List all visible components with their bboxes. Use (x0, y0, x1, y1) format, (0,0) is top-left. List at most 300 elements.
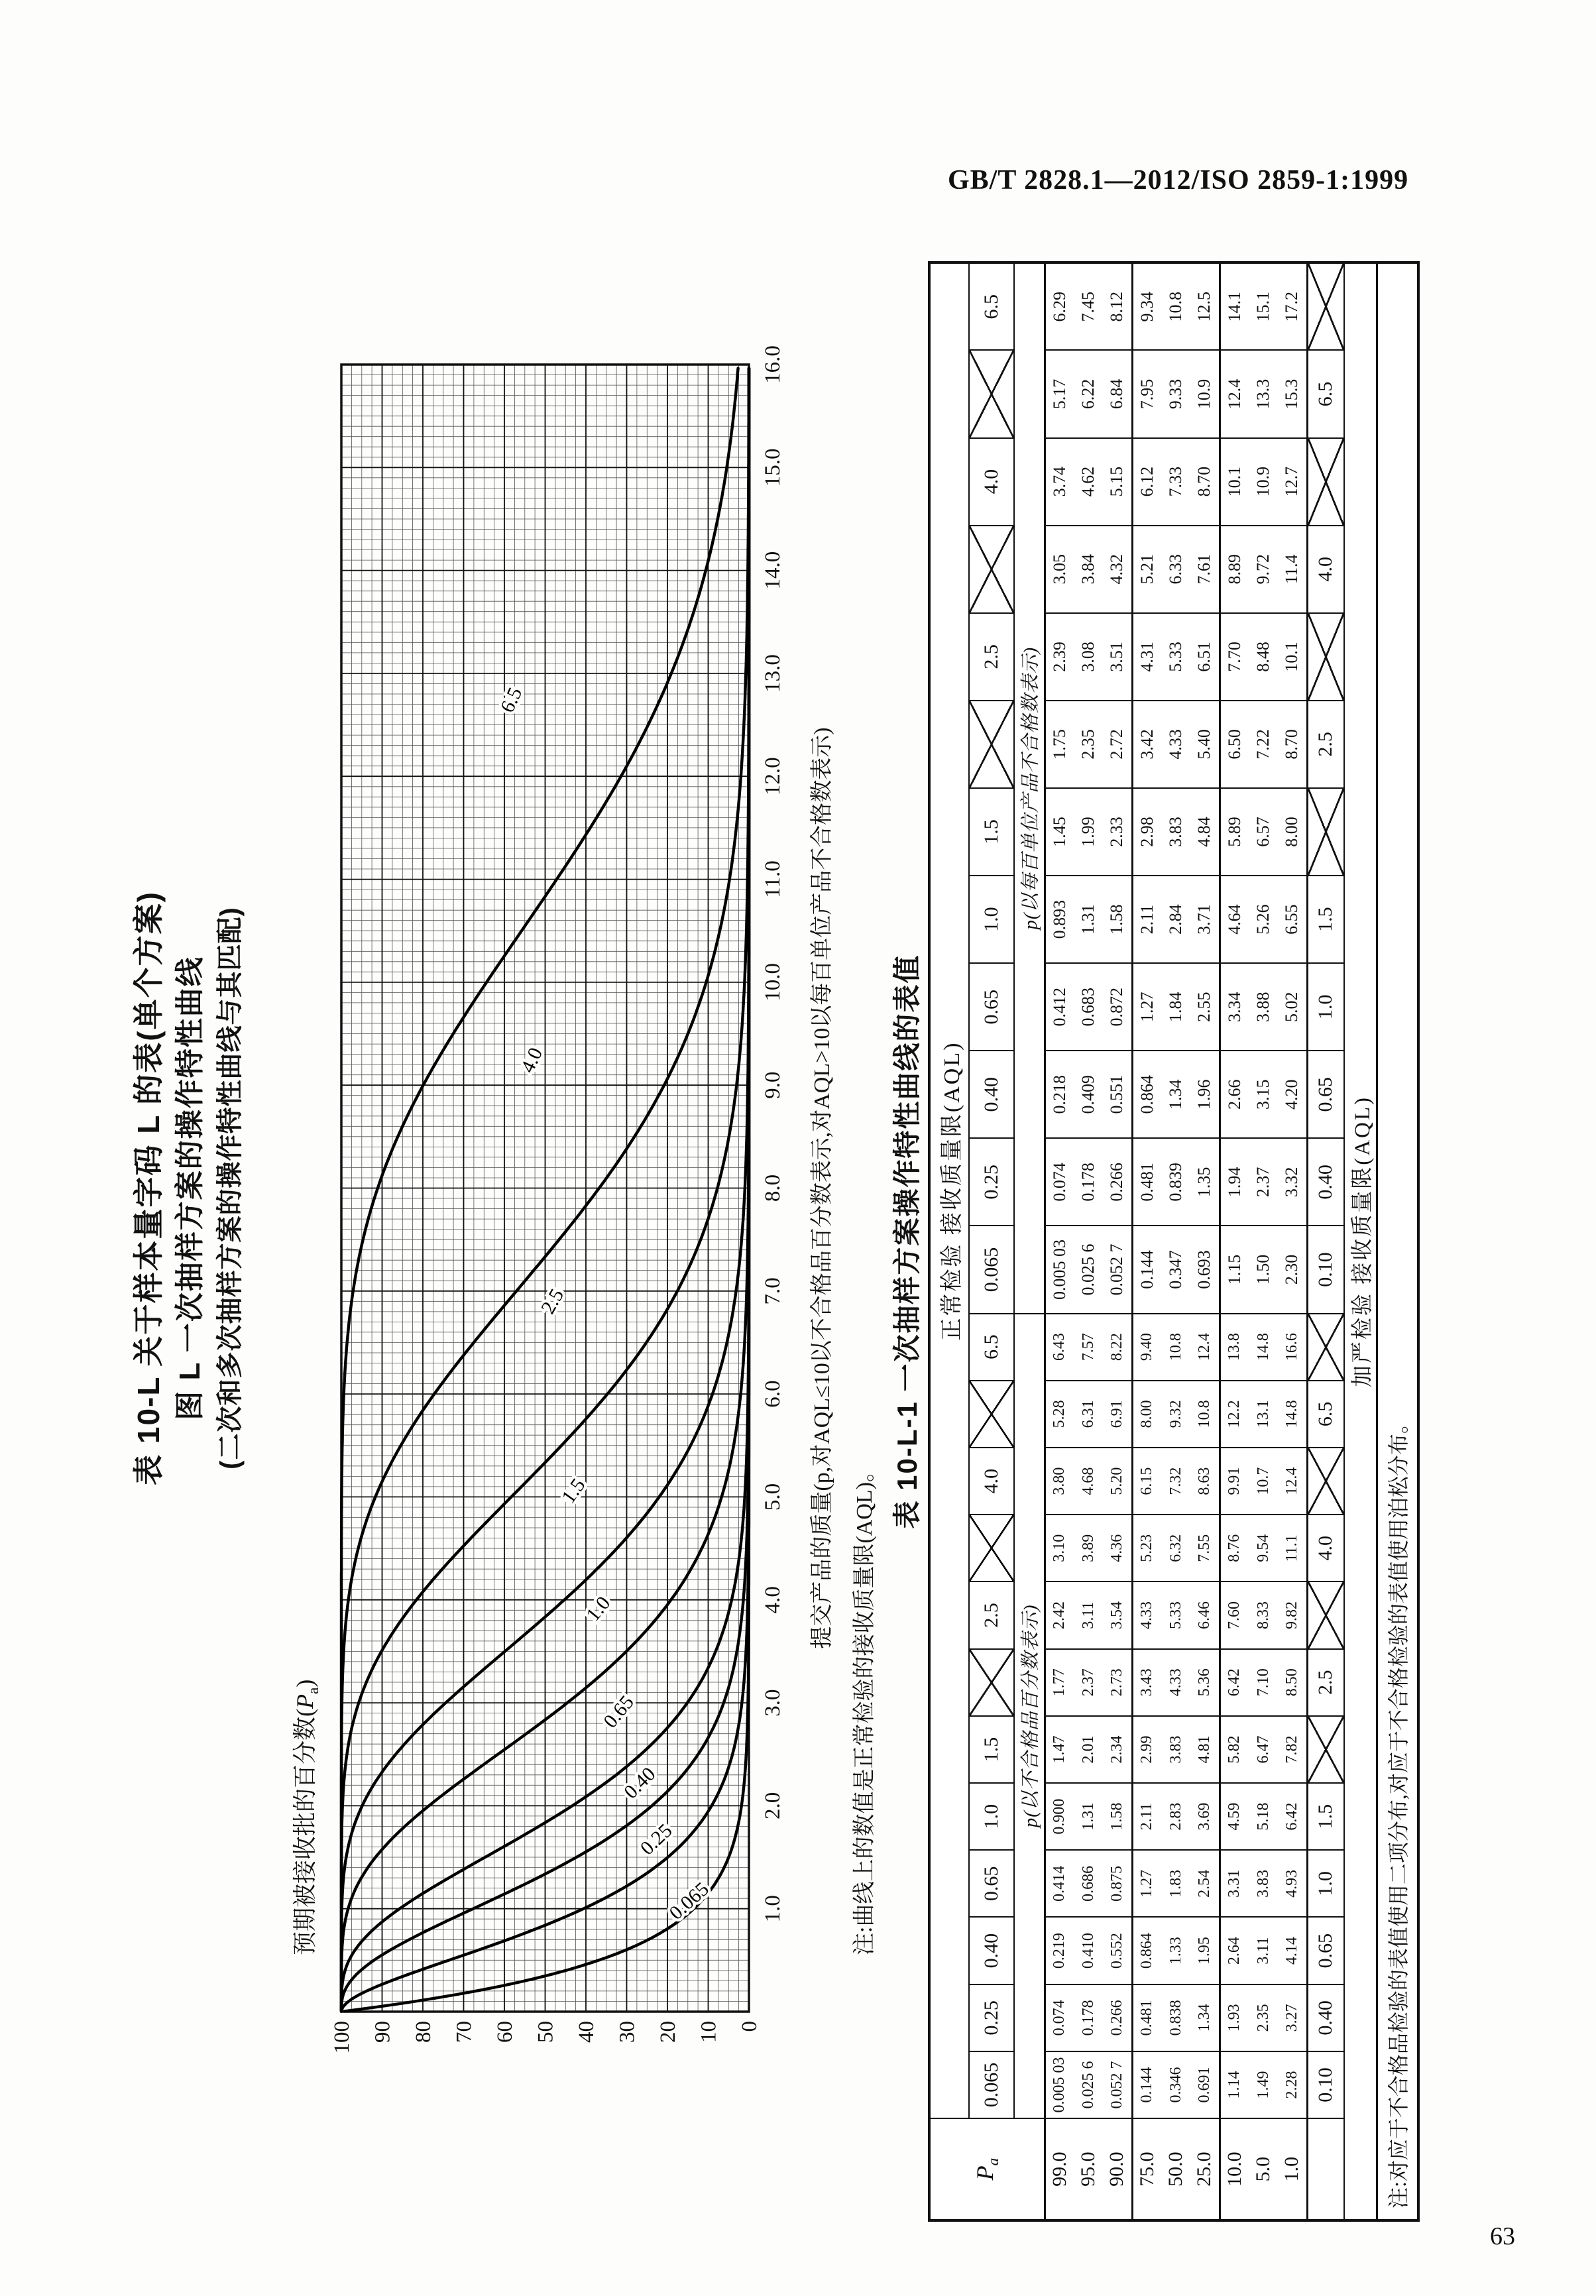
value-cell-right: 4.20 (1278, 1051, 1307, 1138)
value-cell-left: 2.42 (1045, 1581, 1074, 1648)
data-row-pa-75.0 (1132, 262, 1161, 2220)
no-plan-x-icon (1308, 1582, 1344, 1648)
table-note: 注:对应于不合格品检验的表值使用二项分布,对应于不合格检验的表值使用泊松分布。 (1377, 262, 1418, 2220)
value-cell-left: 2.64 (1220, 1917, 1249, 1984)
value-cell-left: 0.266 (1103, 1984, 1132, 2051)
aql-tightened-label: 0.10 (1307, 2051, 1344, 2118)
x-tick-label: 11.0 (761, 860, 785, 898)
x-tick-label: 2.0 (761, 1792, 785, 1819)
value-cell-right: 1.96 (1190, 1051, 1220, 1138)
value-cell-left: 1.14 (1220, 2051, 1249, 2118)
value-cell-left: 6.31 (1074, 1381, 1103, 1448)
value-cell-left: 0.838 (1161, 1984, 1190, 2051)
value-cell-left: 8.76 (1220, 1515, 1249, 1581)
value-cell-right: 2.72 (1103, 701, 1132, 788)
value-cell-right: 12.7 (1278, 438, 1307, 526)
value-cell-left: 6.91 (1103, 1381, 1132, 1448)
value-cell-left: 6.15 (1132, 1448, 1161, 1515)
value-cell-left: 1.47 (1045, 1716, 1074, 1783)
value-cell-right: 7.70 (1220, 613, 1249, 701)
value-cell-left: 12.4 (1190, 1314, 1220, 1381)
value-cell-left: 10.7 (1249, 1448, 1278, 1515)
value-cell-right: 10.8 (1161, 262, 1190, 350)
value-cell-right: 2.35 (1074, 701, 1103, 788)
value-cell-right: 0.074 (1045, 1138, 1074, 1226)
value-cell-left: 2.54 (1190, 1850, 1220, 1917)
value-cell-left: 0.875 (1103, 1850, 1132, 1917)
value-cell-right: 0.052 7 (1103, 1226, 1132, 1313)
value-cell-left: 3.89 (1074, 1515, 1103, 1581)
value-cell-right: 0.266 (1103, 1138, 1132, 1226)
aql-x-cell (1307, 1314, 1344, 1381)
x-tick-label: 1.0 (761, 1895, 785, 1923)
oc-chart-svg (331, 292, 855, 2081)
value-cell-right: 15.3 (1278, 350, 1307, 437)
value-cell-right: 6.55 (1278, 876, 1307, 963)
value-cell-left: 7.10 (1249, 1649, 1278, 1716)
value-cell-left: 0.900 (1045, 1783, 1074, 1850)
value-cell-left: 9.32 (1161, 1381, 1190, 1448)
value-cell-left: 5.18 (1249, 1783, 1278, 1850)
y-tick-label: 40 (575, 2021, 598, 2043)
aql-normal-label: 1.5 (969, 788, 1014, 876)
value-cell-right: 1.45 (1045, 788, 1074, 876)
value-cell-right: 1.15 (1220, 1226, 1249, 1313)
value-cell-right: 2.33 (1103, 788, 1132, 876)
pa-value-cell: 25.0 (1190, 2118, 1220, 2220)
data-row-pa-1.0 (1278, 262, 1307, 2220)
value-cell-left: 6.32 (1161, 1515, 1190, 1581)
value-cell-right: 5.02 (1278, 963, 1307, 1051)
figure-note: 注:曲线上的数值是正常检验的接收质量限(AQL)。 (852, 1460, 877, 1955)
value-cell-right: 0.481 (1132, 1138, 1161, 1226)
aql-x-cell (969, 526, 1014, 613)
value-cell-right: 0.347 (1161, 1226, 1190, 1313)
value-cell-right: 6.84 (1103, 350, 1132, 437)
value-cell-left: 0.552 (1103, 1917, 1132, 1984)
value-cell-right: 5.89 (1220, 788, 1249, 876)
y-axis-label: 预期被接收批的百分数$(P_a)$ (292, 1679, 323, 1955)
value-cell-right: 6.29 (1045, 262, 1074, 350)
no-plan-x-icon (970, 526, 1013, 612)
aql-normal-label: 4.0 (969, 438, 1014, 526)
value-cell-left: 4.68 (1074, 1448, 1103, 1515)
aql-tightened-label: 4.0 (1307, 526, 1344, 613)
curve-label-0.25: 0.25 (636, 1819, 677, 1860)
aql-tightened-label: 0.10 (1307, 1226, 1344, 1313)
value-cell-left: 3.83 (1161, 1716, 1190, 1783)
table-10L-title: 表 10-L 关于样本量字码 L 的表(单个方案) (131, 891, 166, 1485)
value-cell-right: 8.70 (1278, 701, 1307, 788)
value-cell-right: 9.72 (1249, 526, 1278, 613)
value-cell-right: 0.693 (1190, 1226, 1220, 1313)
value-cell-right: 2.98 (1132, 788, 1161, 876)
value-cell-left: 0.864 (1132, 1917, 1161, 1984)
aql-normal-label: 0.65 (969, 1850, 1014, 1917)
aql-tightened-label: 0.40 (1307, 1984, 1344, 2051)
value-cell-right: 5.26 (1249, 876, 1278, 963)
value-cell-left: 1.34 (1190, 1984, 1220, 2051)
value-cell-left: 4.59 (1220, 1783, 1249, 1850)
value-cell-right: 3.34 (1220, 963, 1249, 1051)
value-cell-left: 3.69 (1190, 1783, 1220, 1850)
value-cell-right: 5.21 (1132, 526, 1161, 613)
curve-label-0.065: 0.065 (665, 1878, 713, 1924)
aql-tightened-label: 1.0 (1307, 963, 1344, 1051)
value-cell-left: 4.36 (1103, 1515, 1132, 1581)
value-cell-right: 17.2 (1278, 262, 1307, 350)
value-cell-left: 9.40 (1132, 1314, 1161, 1381)
value-cell-right: 11.4 (1278, 526, 1307, 613)
no-plan-x-icon (1308, 789, 1344, 875)
aql-label-row (969, 262, 1014, 2220)
value-cell-right: 1.27 (1132, 963, 1161, 1051)
value-cell-left: 3.31 (1220, 1850, 1249, 1917)
value-cell-right: 6.51 (1190, 613, 1220, 701)
value-cell-right: 2.11 (1132, 876, 1161, 963)
y-tick-label: 100 (331, 2021, 354, 2054)
value-cell-left: 3.10 (1045, 1515, 1074, 1581)
value-cell-right: 2.37 (1249, 1138, 1278, 1226)
value-cell-left: 10.8 (1161, 1314, 1190, 1381)
value-cell-right: 8.00 (1278, 788, 1307, 876)
aql-x-cell (1307, 1448, 1344, 1515)
no-plan-x-icon (1308, 264, 1344, 349)
x-tick-label: 7.0 (761, 1277, 785, 1305)
value-cell-left: 4.93 (1278, 1850, 1307, 1917)
aql-tightened-label: 0.65 (1307, 1917, 1344, 1984)
x-tick-label: 8.0 (761, 1174, 785, 1202)
value-cell-left: 14.8 (1249, 1314, 1278, 1381)
x-tick-label: 6.0 (761, 1380, 785, 1408)
value-cell-left: 7.32 (1161, 1448, 1190, 1515)
value-cell-right: 2.66 (1220, 1051, 1249, 1138)
value-cell-right: 1.35 (1190, 1138, 1220, 1226)
curve-label-4.0: 4.0 (516, 1044, 547, 1076)
value-cell-right: 0.839 (1161, 1138, 1190, 1226)
value-cell-right: 0.683 (1074, 963, 1103, 1051)
x-tick-label: 3.0 (761, 1689, 785, 1717)
value-cell-right: 5.40 (1190, 701, 1220, 788)
value-cell-left: 2.01 (1074, 1716, 1103, 1783)
y-tick-label: 30 (615, 2021, 640, 2043)
rotated-landscape-content (113, 186, 1596, 2240)
data-row-pa-25.0 (1190, 262, 1220, 2220)
aql-normal-label: 6.5 (969, 262, 1014, 350)
value-cell-left: 3.11 (1074, 1581, 1103, 1648)
curve-label-1.0: 1.0 (582, 1592, 615, 1626)
aql-x-cell (1307, 1581, 1344, 1648)
aql-normal-label: 0.25 (969, 1984, 1014, 2051)
value-cell-right: 0.409 (1074, 1051, 1103, 1138)
value-cell-right: 3.08 (1074, 613, 1103, 701)
value-cell-right: 0.872 (1103, 963, 1132, 1051)
x-tick-label: 14.0 (761, 551, 785, 590)
value-cell-right: 3.83 (1161, 788, 1190, 876)
x-tick-label: 13.0 (761, 654, 785, 693)
value-cell-left: 6.43 (1045, 1314, 1074, 1381)
value-cell-right: 10.9 (1190, 350, 1220, 437)
value-cell-left: 2.99 (1132, 1716, 1161, 1783)
value-cell-right: 4.32 (1103, 526, 1132, 613)
aql-x-cell (1307, 613, 1344, 701)
standard-number-header: GB/T 2828.1—2012/ISO 2859-1:1999 (948, 165, 1409, 196)
value-cell-left: 5.23 (1132, 1515, 1161, 1581)
value-cell-left: 8.22 (1103, 1314, 1132, 1381)
value-cell-left: 0.410 (1074, 1917, 1103, 1984)
value-cell-left: 3.54 (1103, 1581, 1132, 1648)
value-cell-right: 1.75 (1045, 701, 1074, 788)
no-plan-x-icon (970, 351, 1013, 437)
value-cell-right: 10.1 (1220, 438, 1249, 526)
curve-label-1.5: 1.5 (557, 1474, 590, 1508)
value-cell-right: 3.05 (1045, 526, 1074, 613)
value-cell-right: 8.12 (1103, 262, 1132, 350)
value-cell-left: 14.8 (1278, 1381, 1307, 1448)
value-cell-right: 4.33 (1161, 701, 1190, 788)
value-cell-left: 13.1 (1249, 1381, 1278, 1448)
value-cell-left: 1.49 (1249, 2051, 1278, 2118)
table-title: 表 10-L-1 一次抽样方案操作特性曲线的表值 (891, 954, 923, 1529)
value-cell-left: 7.57 (1074, 1314, 1103, 1381)
header-row-tightened (1344, 262, 1377, 2220)
value-cell-right: 1.94 (1220, 1138, 1249, 1226)
aql-normal-label: 2.5 (969, 1581, 1014, 1648)
value-cell-right: 7.22 (1249, 701, 1278, 788)
no-plan-x-icon (1308, 1314, 1344, 1380)
data-row-pa-50.0 (1161, 262, 1190, 2220)
curve-label-6.5: 6.5 (496, 684, 527, 716)
pa-header-cell: $P_a$ (929, 2118, 1045, 2220)
pa-value-cell: 5.0 (1249, 2118, 1278, 2220)
value-cell-right: 4.31 (1132, 613, 1161, 701)
figure-titles (127, 365, 249, 2012)
value-cell-left: 4.14 (1278, 1917, 1307, 1984)
value-cell-right: 3.32 (1278, 1138, 1307, 1226)
data-row-pa-95.0 (1074, 262, 1103, 2220)
x-tick-label: 10.0 (761, 963, 785, 1002)
value-cell-right: 10.9 (1249, 438, 1278, 526)
value-cell-left: 5.33 (1161, 1581, 1190, 1648)
value-cell-right: 2.84 (1161, 876, 1190, 963)
value-cell-right: 0.551 (1103, 1051, 1132, 1138)
value-cell-right: 12.5 (1190, 262, 1220, 350)
subheader-row (1014, 262, 1045, 2220)
value-cell-left: 1.33 (1161, 1917, 1190, 1984)
value-cell-right: 5.15 (1103, 438, 1132, 526)
value-cell-right: 3.15 (1249, 1051, 1278, 1138)
value-cell-left: 1.31 (1074, 1783, 1103, 1850)
pa-value-cell: 95.0 (1074, 2118, 1103, 2220)
value-cell-right: 1.50 (1249, 1226, 1278, 1313)
value-cell-right: 7.45 (1074, 262, 1103, 350)
y-tick-label: 60 (493, 2021, 517, 2043)
value-cell-left: 0.178 (1074, 1984, 1103, 2051)
no-plan-x-icon (970, 1515, 1013, 1581)
value-cell-left: 0.005 03 (1045, 2051, 1074, 2118)
pa-value-cell: 50.0 (1161, 2118, 1190, 2220)
aql-normal-label: 0.40 (969, 1917, 1014, 1984)
x-axis-caption: 提交产品的质量(p,对AQL≤10以不合格品百分数表示,对AQL>10以每百单位产品不合格数表示) (810, 727, 834, 1649)
aql-tightened-label: 2.5 (1307, 1649, 1344, 1716)
aql-normal-label: 1.0 (969, 1783, 1014, 1850)
curve-label-2.5: 2.5 (537, 1285, 569, 1318)
y-tick-label: 70 (452, 2021, 477, 2043)
aql-tightened-label: 1.5 (1307, 1783, 1344, 1850)
value-cell-right: 2.39 (1045, 613, 1074, 701)
value-cell-left: 1.77 (1045, 1649, 1074, 1716)
x-tick-label: 16.0 (761, 345, 785, 384)
value-cell-left: 2.34 (1103, 1716, 1132, 1783)
value-cell-left: 6.42 (1278, 1783, 1307, 1850)
data-row-pa-90.0 (1103, 262, 1132, 2220)
value-cell-left: 4.33 (1132, 1581, 1161, 1648)
value-cell-right: 4.64 (1220, 876, 1249, 963)
value-cell-right: 7.95 (1132, 350, 1161, 437)
value-cell-right: 0.412 (1045, 963, 1074, 1051)
value-cell-right: 0.864 (1132, 1051, 1161, 1138)
value-cell-right: 0.025 6 (1074, 1226, 1103, 1313)
pa-value-cell: 99.0 (1045, 2118, 1074, 2220)
value-cell-right: 12.4 (1220, 350, 1249, 437)
figure-L-title: 图 L 一次抽样方案的操作特性曲线 (174, 956, 206, 1420)
value-cell-right: 6.33 (1161, 526, 1190, 613)
value-cell-right: 14.1 (1220, 262, 1249, 350)
value-cell-right: 3.74 (1045, 438, 1074, 526)
value-cell-left: 13.8 (1220, 1314, 1249, 1381)
aql-normal-label: 0.65 (969, 963, 1014, 1051)
value-cell-left: 6.47 (1249, 1716, 1278, 1783)
aql-x-cell (969, 701, 1014, 788)
aql-normal-label: 0.40 (969, 1051, 1014, 1138)
value-cell-right: 3.88 (1249, 963, 1278, 1051)
value-cell-right: 0.005 03 (1045, 1226, 1074, 1313)
no-plan-x-icon (1308, 614, 1344, 700)
aql-x-cell (969, 1515, 1014, 1581)
y-tick-label: 90 (370, 2021, 395, 2043)
value-cell-left: 2.73 (1103, 1649, 1132, 1716)
value-cell-left: 3.43 (1132, 1649, 1161, 1716)
aql-x-cell (1307, 438, 1344, 526)
value-cell-left: 7.60 (1220, 1581, 1249, 1648)
aql-tightened-label: 2.5 (1307, 701, 1344, 788)
value-cell-left: 2.37 (1074, 1649, 1103, 1716)
value-cell-left: 1.93 (1220, 1984, 1249, 2051)
value-cell-right: 2.55 (1190, 963, 1220, 1051)
no-plan-x-icon (1308, 1717, 1344, 1782)
y-tick-label: 20 (656, 2021, 680, 2043)
value-cell-left: 3.80 (1045, 1448, 1074, 1515)
no-plan-x-icon (970, 1381, 1013, 1447)
x-tick-label: 9.0 (761, 1071, 785, 1099)
value-cell-left: 2.83 (1161, 1783, 1190, 1850)
value-cell-left: 5.36 (1190, 1649, 1220, 1716)
value-cell-right: 6.57 (1249, 788, 1278, 876)
data-row-pa-10.0 (1220, 262, 1249, 2220)
value-cell-left: 1.95 (1190, 1917, 1220, 1984)
aql-tightened-label: 1.5 (1307, 876, 1344, 963)
tightened-inspection-header: 加严检验 接收质量限(AQL) (1344, 262, 1377, 2220)
value-cell-right: 0.144 (1132, 1226, 1161, 1313)
header-row-normal (929, 262, 969, 2220)
value-cell-left: 9.54 (1249, 1515, 1278, 1581)
no-plan-x-icon (970, 1650, 1013, 1715)
value-cell-left: 3.11 (1249, 1917, 1278, 1984)
value-cell-right: 8.70 (1190, 438, 1220, 526)
value-cell-left: 0.025 6 (1074, 2051, 1103, 2118)
value-cell-right: 0.218 (1045, 1051, 1074, 1138)
y-tick-label: 80 (412, 2021, 435, 2043)
aql-tightened-label: 0.65 (1307, 1051, 1344, 1138)
value-cell-right: 7.33 (1161, 438, 1190, 526)
percent-nonconforming-header: p(以不合格品百分数表示) (1014, 1314, 1045, 2119)
aql-normal-label: 4.0 (969, 1448, 1014, 1515)
aql-x-cell (969, 350, 1014, 437)
value-cell-right: 13.3 (1249, 350, 1278, 437)
value-cell-right: 3.51 (1103, 613, 1132, 701)
value-cell-right: 6.50 (1220, 701, 1249, 788)
aql-normal-label: 0.25 (969, 1138, 1014, 1226)
y-tick-label: 10 (697, 2021, 721, 2043)
per-hundred-units-header: p(以每百单位产品不合格数表示) (1014, 262, 1045, 1314)
value-cell-left: 1.83 (1161, 1850, 1190, 1917)
value-cell-left: 0.414 (1045, 1850, 1074, 1917)
value-cell-left: 5.20 (1103, 1448, 1132, 1515)
value-cell-right: 10.1 (1278, 613, 1307, 701)
value-cell-left: 0.052 7 (1103, 2051, 1132, 2118)
x-tick-label: 12.0 (761, 757, 785, 796)
oc-chart (331, 292, 855, 2081)
value-cell-left: 3.83 (1249, 1850, 1278, 1917)
aql-normal-label: 1.5 (969, 1716, 1014, 1783)
value-cell-left: 0.219 (1045, 1917, 1074, 1984)
value-cell-left: 0.346 (1161, 2051, 1190, 2118)
x-tick-label: 5.0 (761, 1483, 785, 1511)
value-cell-right: 6.22 (1074, 350, 1103, 437)
value-cell-right: 3.84 (1074, 526, 1103, 613)
value-cell-left: 8.00 (1132, 1381, 1161, 1448)
figure-L-subtitle: (二次和多次抽样方案的操作特性曲线与其匹配) (215, 907, 245, 1469)
value-cell-left: 7.55 (1190, 1515, 1220, 1581)
page-number: 63 (1490, 2222, 1515, 2250)
aql-x-cell (1307, 262, 1344, 350)
value-cell-right: 1.34 (1161, 1051, 1190, 1138)
value-cell-left: 0.691 (1190, 2051, 1220, 2118)
value-cell-left: 5.82 (1220, 1716, 1249, 1783)
value-cell-left: 4.33 (1161, 1649, 1190, 1716)
x-tick-label: 4.0 (761, 1586, 785, 1614)
value-cell-right: 0.178 (1074, 1138, 1103, 1226)
no-plan-x-icon (1308, 439, 1344, 525)
value-cell-right: 3.71 (1190, 876, 1220, 963)
value-cell-right: 3.42 (1132, 701, 1161, 788)
aql-tightened-label: 1.0 (1307, 1850, 1344, 1917)
value-cell-right: 9.34 (1132, 262, 1161, 350)
value-cell-left: 10.8 (1190, 1381, 1220, 1448)
value-cell-left: 8.63 (1190, 1448, 1220, 1515)
value-cell-left: 5.28 (1045, 1381, 1074, 1448)
no-plan-x-icon (970, 701, 1013, 787)
aql-normal-label: 0.065 (969, 1226, 1014, 1313)
aql-x-cell (1307, 1716, 1344, 1783)
data-row-pa-99.0 (1045, 262, 1074, 2220)
aql-tightened-row (1307, 262, 1344, 2220)
value-cell-right: 6.12 (1132, 438, 1161, 526)
value-cell-left: 0.686 (1074, 1850, 1103, 1917)
value-cell-left: 12.4 (1278, 1448, 1307, 1515)
value-cell-right: 0.893 (1045, 876, 1074, 963)
no-plan-x-icon (1308, 1448, 1344, 1514)
